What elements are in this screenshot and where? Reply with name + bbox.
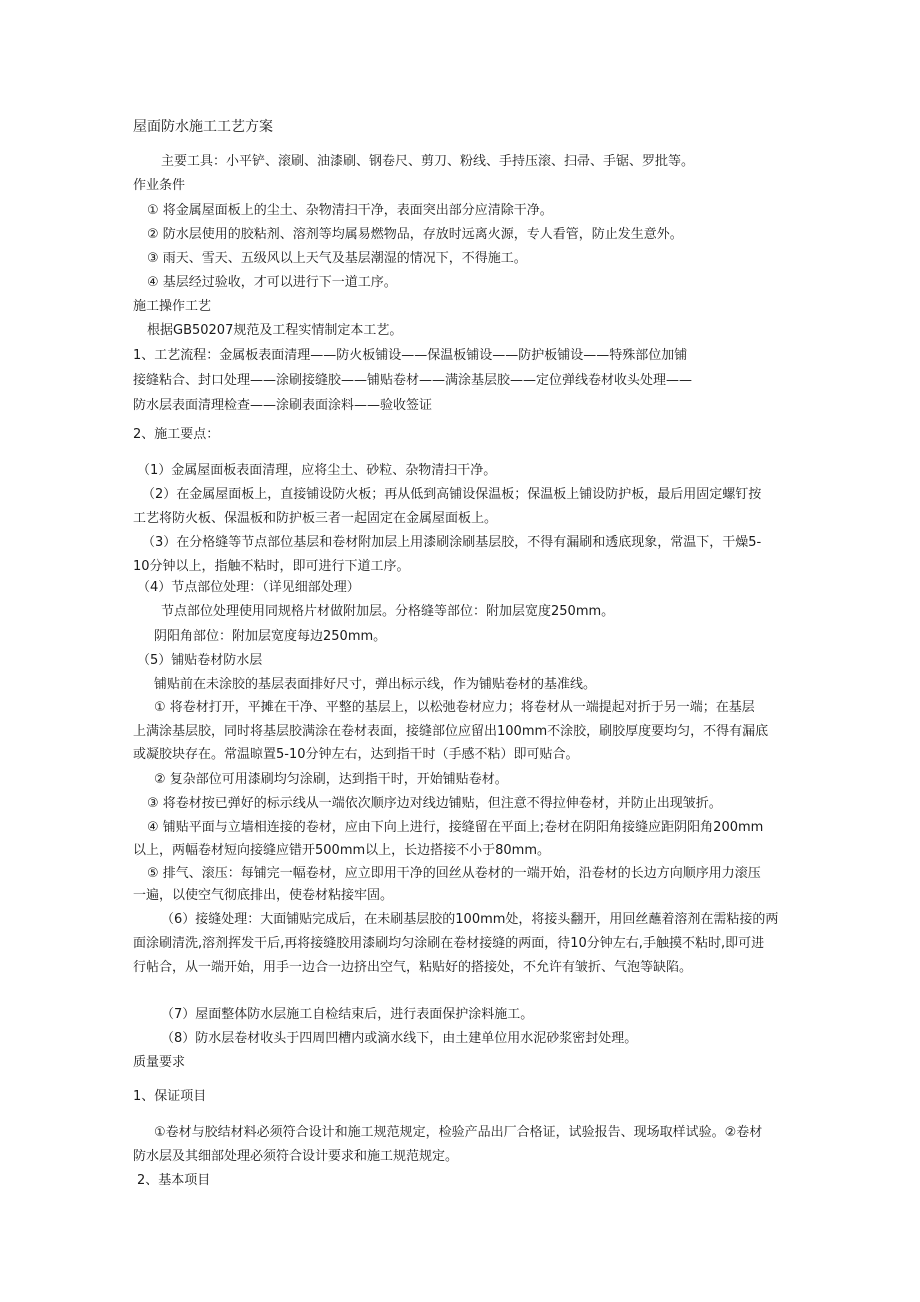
point-3-line-1: （3）在分格缝等节点部位基层和卷材附加层上用漆刷涂刷基层胶，不得有漏刷和透底现象，常温下，干燥5- (142, 535, 762, 550)
point-4-line-1: 节点部位处理使用同规格片材做附加层。分格缝等部位：附加层宽度250mm。 (161, 604, 615, 619)
point-2-line-2: 工艺将防火板、保温板和防护板三者一起固定在金属屋面板上。 (133, 511, 498, 526)
point-5-item-3: ③ 将卷材按已弹好的标示线从一端依次顺序边对线边铺贴，但注意不得拉伸卷材，并防止出现皱折。 (147, 796, 722, 811)
guarantee-heading: 1、保证项目 (133, 1089, 207, 1104)
work-condition-item-3: ③ 雨天、雪天、五级风以上天气及基层潮湿的情况下，不得施工。 (147, 251, 527, 266)
flow-line-1: 1、工艺流程：金属板表面清理——防火板铺设——保温板铺设——防护板铺设——特殊部位加铺 (133, 348, 688, 363)
work-conditions-heading: 作业条件 (133, 178, 186, 193)
point-2-line-1: （2）在金属屋面板上，直接铺设防火板；再从低到高铺设保温板；保温板上铺设防护板，最后用固定螺钉按 (142, 487, 762, 502)
work-condition-item-2: ② 防水层使用的胶粘剂、溶剂等均属易燃物品，存放时远离火源，专人看管，防止发生意外。 (147, 227, 683, 242)
work-condition-item-1: ① 将金属屋面板上的尘土、杂物清扫干净，表面突出部分应清除干净。 (147, 203, 553, 218)
point-6-line-3: 行帖合，从一端开始，用手一边合一边挤出空气，粘贴好的搭接处，不允许有皱折、气泡等缺陷。 (133, 960, 693, 975)
point-6-line-2: 面涂刷清洗,溶剂挥发干后,再将接缝胶用漆刷均匀涂刷在卷材接缝的两面，待10分钟左右,手触摸不粘时,即可进 (133, 936, 765, 951)
quality-heading: 质量要求 (133, 1055, 186, 1070)
point-5-item-1-line-2: 上满涂基层胶，同时将基层胶满涂在卷材表面，接缝部位应留出100mm不涂胶，刷胶厚度要均匀，不得有漏底 (133, 724, 769, 739)
point-5-item-4-line-1: ④ 铺贴平面与立墙相连接的卷材，应由下向上进行，接缝留在平面上;卷材在阴阳角接缝应距阴阳角200mm (147, 820, 764, 835)
points-heading: 2、施工要点： (133, 427, 220, 442)
point-5-item-1-line-3: 或凝胶块存在。常温晾置5-10分钟左右，达到指干时（手感不粘）即可贴合。 (133, 747, 579, 762)
point-4-heading: （4）节点部位处理：（详见细部处理） (137, 580, 360, 595)
point-5-heading: （5）铺贴卷材防水层 (137, 653, 263, 668)
page-title: 屋面防水施工工艺方案 (133, 119, 273, 135)
point-5-item-1-line-1: ① 将卷材打开，平摊在干净、平整的基层上，以松弛卷材应力；将卷材从一端提起对折于另一端；在基层 (154, 700, 755, 715)
guarantee-line-1: ①卷材与胶结材料必须符合设计和施工规范规定，检验产品出厂合格证，试验报告、现场取样试验。②卷材 (154, 1125, 763, 1140)
guarantee-line-2: 防水层及其细部处理必须符合设计要求和施工规范规定。 (133, 1149, 459, 1164)
point-5-item-5-line-1: ⑤ 排气、滚压：每铺完一幅卷材，应立即用干净的回丝从卷材的一端开始，沿卷材的长边方向顺序用力滚压 (147, 866, 761, 881)
point-1: （1）金属屋面板表面清理，应将尘土、砂粒、杂物清扫干净。 (137, 463, 497, 478)
point-5-intro: 铺贴前在未涂胶的基层表面排好尺寸，弹出标示线，作为铺贴卷材的基准线。 (154, 677, 597, 692)
point-5-item-5-line-2: 一遍，以使空气彻底排出，使卷材粘接牢固。 (133, 888, 394, 903)
point-6-line-1: （6）接缝处理：大面铺贴完成后，在未刷基层胶的100mm处，将接头翻开，用回丝蘸着溶剂在需粘接的两 (161, 912, 779, 927)
work-condition-item-4: ④ 基层经过验收，才可以进行下一道工序。 (147, 275, 397, 290)
point-4-line-2: 阴阳角部位：附加层宽度每边250mm。 (154, 629, 387, 644)
point-7: （7）屋面整体防水层施工自检结束后，进行表面保护涂料施工。 (161, 1007, 534, 1022)
process-heading: 施工操作工艺 (133, 299, 212, 314)
process-basis: 根据GB50207规范及工程实情制定本工艺。 (147, 323, 403, 338)
flow-line-3: 防水层表面清理检查——涂刷表面涂料——验收签证 (133, 398, 433, 413)
tools-line: 主要工具：小平铲、滚刷、油漆刷、钢卷尺、剪刀、粉线、手持压滚、扫帚、手锯、罗批等。 (161, 154, 695, 169)
point-8: （8）防水层卷材收头于四周凹槽内或滴水线下，由土建单位用水泥砂浆密封处理。 (161, 1031, 638, 1046)
point-3-line-2: 10分钟以上，指触不粘时，即可进行下道工序。 (133, 559, 410, 574)
basic-heading: 2、基本项目 (137, 1173, 211, 1188)
point-5-item-4-line-2: 以上，两幅卷材短向接缝应错开500mm以上，长边搭接不小于80mm。 (133, 843, 551, 858)
flow-line-2: 接缝粘合、封口处理——涂刷接缝胶——铺贴卷材——满涂基层胶——定位弹线卷材收头处理—— (133, 373, 693, 388)
point-5-item-2: ② 复杂部位可用漆刷均匀涂刷，达到指干时，开始铺贴卷材。 (154, 772, 508, 787)
